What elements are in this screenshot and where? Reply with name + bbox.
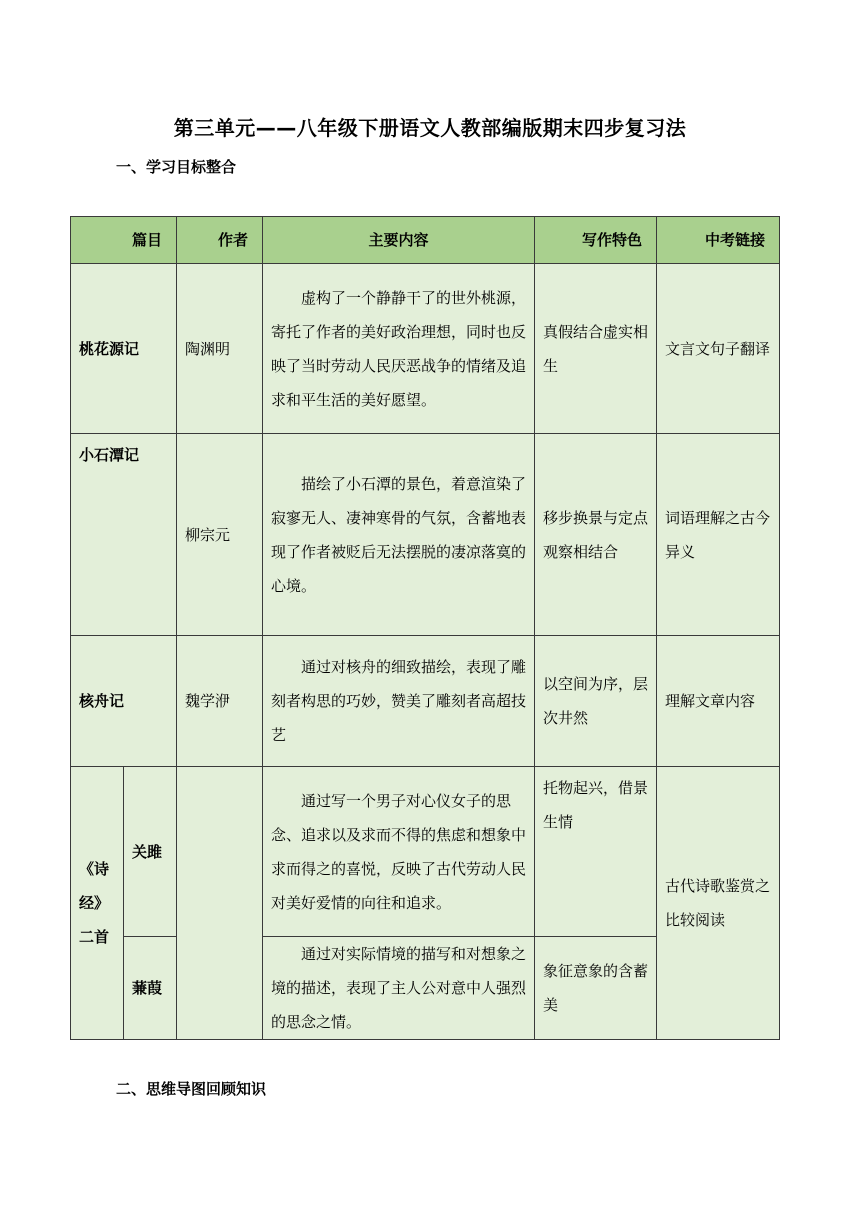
- header-author: 作者: [177, 217, 263, 264]
- row-author: 柳宗元: [177, 434, 263, 636]
- table-row: [71, 434, 780, 636]
- row-title: 小石潭记: [71, 434, 177, 636]
- section-heading-mindmap: 二、思维导图回顾知识: [116, 1080, 267, 1098]
- row-link: 词语理解之古今异义: [657, 434, 780, 636]
- row-title: 桃花源记: [71, 264, 177, 434]
- row-feature: 真假结合虚实相生: [535, 264, 657, 434]
- row-content: 通过写一个男子对心仪女子的思念、追求以及求而不得的焦虑和想象中求而得之的喜悦，反映了古代劳动人民对美好爱情的向往和追求。: [263, 767, 535, 937]
- row-content: 描绘了小石潭的景色，着意渲染了寂寥无人、凄神寒骨的气氛，含蓄地表现了作者被贬后无法摆脱的凄凉落寞的心境。: [263, 434, 535, 636]
- row-feature: 托物起兴，借景生情: [535, 767, 657, 937]
- row-author-empty: [177, 767, 263, 1040]
- row-title: 蒹葭: [124, 937, 177, 1040]
- row-content: 虚构了一个静静干了的世外桃源，寄托了作者的美好政治理想，同时也反映了当时劳动人民厌恶战争的情绪及追求和平生活的美好愿望。: [263, 264, 535, 434]
- row-link: 古代诗歌鉴赏之比较阅读: [657, 767, 780, 1040]
- row-feature: 象征意象的含蓄美: [535, 937, 657, 1040]
- review-table: [70, 216, 780, 1040]
- row-link: 文言文句子翻译: [657, 264, 780, 434]
- row-feature: 以空间为序，层次井然: [535, 636, 657, 767]
- header-content: 主要内容: [263, 217, 535, 264]
- table-header-row: [71, 217, 780, 264]
- page-title: 第三单元——八年级下册语文人教部编版期末四步复习法: [173, 116, 687, 140]
- group-title: 《诗经》二首: [71, 767, 124, 1040]
- header-link: 中考链接: [657, 217, 780, 264]
- table-row: [71, 636, 780, 767]
- row-content: 通过对核舟的细致描绘，表现了雕刻者构思的巧妙，赞美了雕刻者高超技艺: [263, 636, 535, 767]
- row-link: 理解文章内容: [657, 636, 780, 767]
- row-title: 核舟记: [71, 636, 177, 767]
- row-author: 陶渊明: [177, 264, 263, 434]
- table-row: [71, 767, 780, 937]
- header-feature: 写作特色: [535, 217, 657, 264]
- row-author: 魏学洢: [177, 636, 263, 767]
- section-heading-goals: 一、学习目标整合: [116, 158, 237, 176]
- row-content: 通过对实际情境的描写和对想象之境的描述，表现了主人公对意中人强烈的思念之情。: [263, 937, 535, 1040]
- row-title: 关雎: [124, 767, 177, 937]
- row-feature: 移步换景与定点观察相结合: [535, 434, 657, 636]
- header-title: 篇目: [71, 217, 177, 264]
- table-row: [71, 264, 780, 434]
